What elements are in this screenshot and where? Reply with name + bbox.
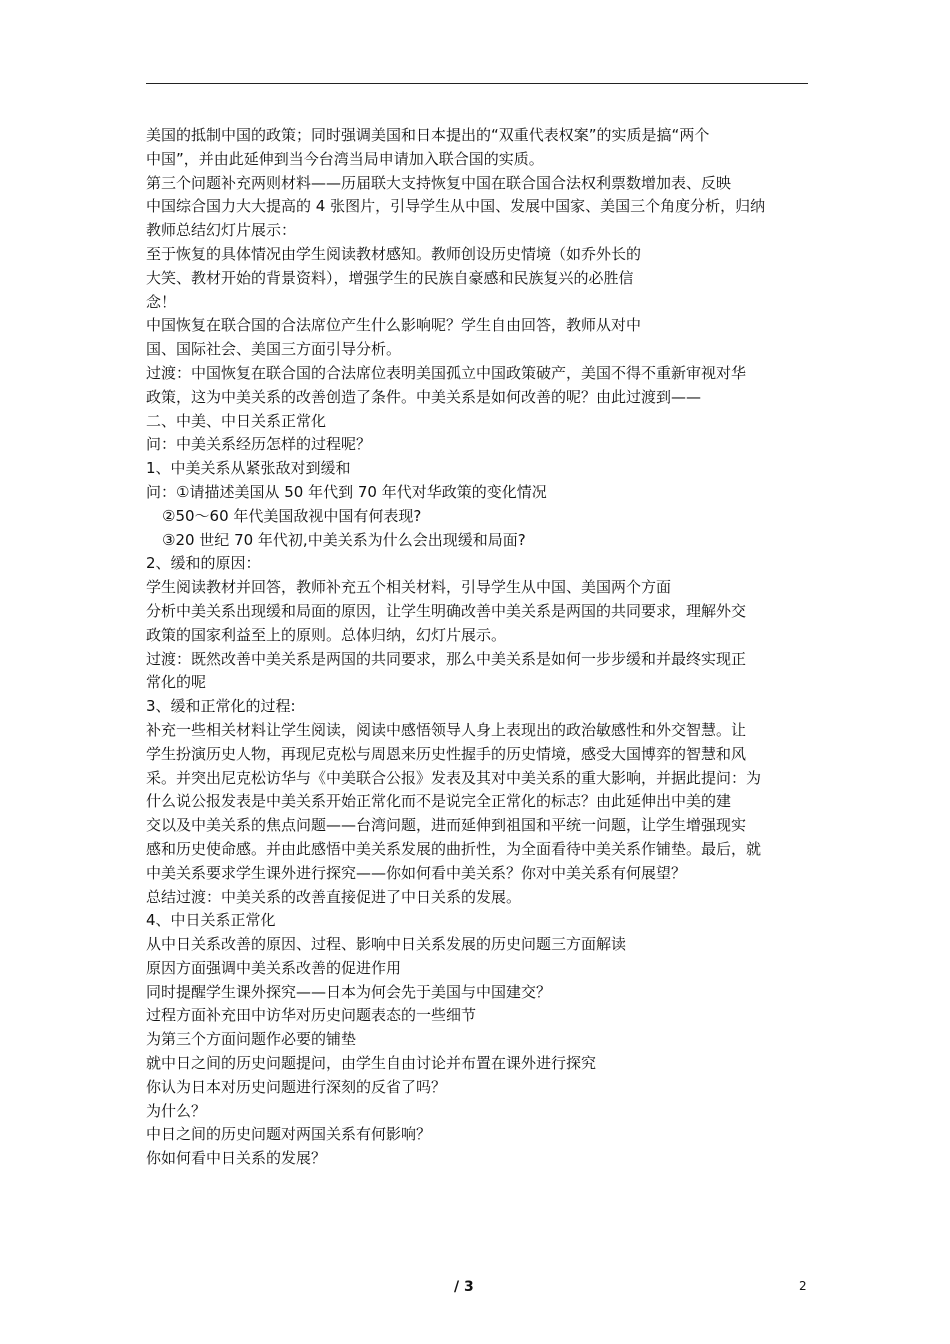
text-line: 问：中美关系经历怎样的过程呢？ <box>146 435 372 454</box>
text-line: 过渡：既然改善中美关系是两国的共同要求，那么中美关系是如何一步步缓和并最终实现正 <box>146 649 747 668</box>
text-line: 你认为日本对历史问题进行深刻的反省了吗？ <box>146 1077 447 1096</box>
text-line: 交以及中美关系的焦点问题——台湾问题，进而延伸到祖国和平统一问题，让学生增强现实 <box>146 816 747 835</box>
page-count: / 3 <box>454 1279 474 1295</box>
text-line: 二、中美、中日关系正常化 <box>146 411 327 430</box>
text-line: 采。并突出尼克松访华与《中美联合公报》发表及其对中美关系的重大影响，并据此提问：为 <box>146 768 762 787</box>
text-line: ②50～60 年代美国敌视中国有何表现? <box>162 506 422 525</box>
text-line: 同时提醒学生课外探究——日本为何会先于美国与中国建交？ <box>146 982 552 1001</box>
text-line: 过程方面补充田中访华对历史问题表态的一些细节 <box>146 1006 477 1025</box>
text-line: 4、中日关系正常化 <box>146 911 276 930</box>
text-line: 你如何看中日关系的发展？ <box>146 1149 327 1168</box>
text-line: 中国恢复在联合国的合法席位产生什么影响呢？学生自由回答，教师从对中 <box>146 316 642 335</box>
text-line: 常化的呢 <box>146 673 207 692</box>
text-line: 为第三个方面问题作必要的铺垫 <box>146 1030 357 1049</box>
document-body <box>146 124 816 1171</box>
text-line: 政策的国家利益至上的原则。总体归纳，幻灯片展示。 <box>146 625 507 644</box>
text-line: 中国综合国力大大提高的 4 张图片，引导学生从中国、发展中国家、美国三个角度分析，归纳 <box>146 197 766 216</box>
text-line: 美国的抵制中国的政策；同时强调美国和日本提出的“双重代表权案”的实质是搞“两个 <box>146 126 710 144</box>
text-line: 学生扮演历史人物，再现尼克松与周恩来历史性握手的历史情境，感受大国博弈的智慧和风 <box>146 744 747 763</box>
text-line: 为什么？ <box>146 1101 207 1120</box>
text-line: 什么说公报发表是中美关系开始正常化而不是说完全正常化的标志？由此延伸出中美的建 <box>146 792 732 811</box>
text-line: 政策，这为中美关系的改善创造了条件。中美关系是如何改善的呢？由此过渡到—— <box>146 387 702 406</box>
header-rule <box>146 83 808 84</box>
text-line: 分析中美关系出现缓和局面的原因，让学生明确改善中美关系是两国的共同要求，理解外交 <box>146 601 747 620</box>
text-line: 1、中美关系从紧张敌对到缓和 <box>146 459 351 478</box>
text-line: 教师总结幻灯片展示： <box>146 221 297 240</box>
text-line: 从中日关系改善的原因、过程、影响中日关系发展的历史问题三方面解读 <box>146 935 627 954</box>
text-line: 原因方面强调中美关系改善的促进作用 <box>146 958 402 977</box>
text-line: 中日之间的历史问题对两国关系有何影响？ <box>146 1125 432 1144</box>
text-line: 中国”，并由此延伸到当今台湾当局申请加入联合国的实质。 <box>146 149 544 168</box>
text-line: ③20 世纪 70 年代初,中美关系为什么会出现缓和局面? <box>162 530 526 549</box>
text-line: 过渡：中国恢复在联合国的合法席位表明美国孤立中国政策破产，美国不得不重新审视对华 <box>146 363 747 382</box>
text-line: 2、缓和的原因： <box>146 554 261 573</box>
page-number: 2 <box>799 1279 807 1293</box>
text-line: 感和历史使命感。并由此感悟中美关系发展的曲折性，为全面看待中美关系作铺垫。最后，就 <box>146 839 762 858</box>
text-line: 国、国际社会、美国三方面引导分析。 <box>146 340 402 359</box>
text-line: 念！ <box>146 292 177 311</box>
text-line: 问：①请描述美国从 50 年代到 70 年代对华政策的变化情况 <box>146 482 547 501</box>
text-line: 3、缓和正常化的过程: <box>146 697 296 716</box>
text-line: 学生阅读教材并回答，教师补充五个相关材料，引导学生从中国、美国两个方面 <box>146 578 672 597</box>
text-line: 第三个问题补充两则材料——历届联大支持恢复中国在联合国合法权利票数增加表、反映 <box>146 173 732 192</box>
text-line: 至于恢复的具体情况由学生阅读教材感知。教师创设历史情境（如乔外长的 <box>146 244 642 263</box>
text-line: 大笑、教材开始的背景资料），增强学生的民族自豪感和民族复兴的必胜信 <box>146 268 634 287</box>
text-line: 补充一些相关材料让学生阅读，阅读中感悟领导人身上表现出的政治敏感性和外交智慧。让 <box>146 720 747 739</box>
text-line: 总结过渡：中美关系的改善直接促进了中日关系的发展。 <box>146 887 522 906</box>
text-line: 中美关系要求学生课外进行探究——你如何看中美关系？你对中美关系有何展望？ <box>146 863 687 882</box>
text-line: 就中日之间的历史问题提问，由学生自由讨论并布置在课外进行探究 <box>146 1054 597 1073</box>
